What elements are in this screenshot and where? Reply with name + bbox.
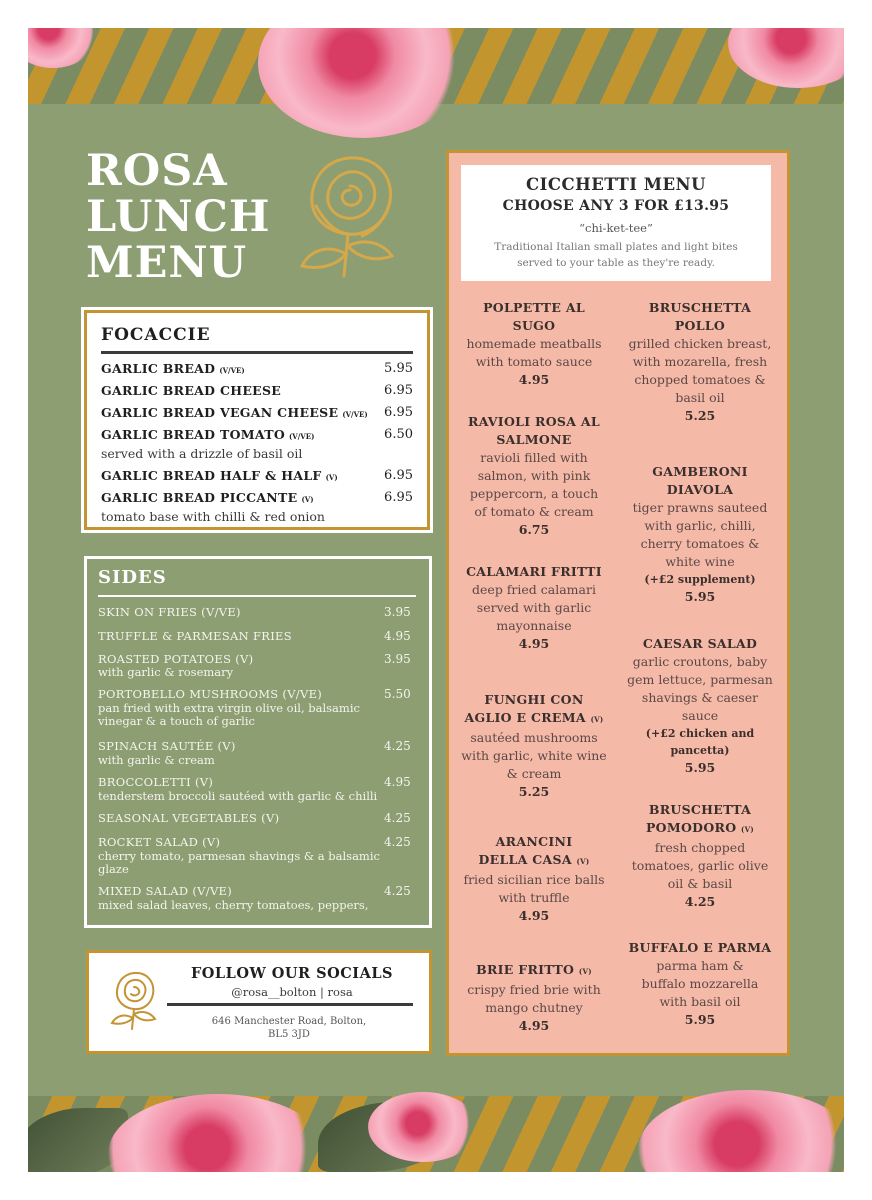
dish-description: sautéed mushrooms bbox=[470, 730, 598, 745]
rose-logo-icon bbox=[296, 146, 402, 286]
item-price: 6.50 bbox=[384, 427, 413, 442]
side-item-price: 4.25 bbox=[384, 811, 411, 825]
dish-price: 4.95 bbox=[518, 1018, 550, 1033]
sides-section bbox=[84, 556, 432, 928]
dish-description: buffalo mozzarella bbox=[641, 976, 759, 991]
side-item-name: SKIN ON FRIES (V/VE) bbox=[98, 605, 241, 619]
dish-price: 5.25 bbox=[518, 784, 550, 799]
dietary-tag: (V) bbox=[578, 967, 592, 976]
item-price: 5.95 bbox=[384, 361, 413, 376]
dish-description: gem lettuce, parmesan bbox=[627, 672, 773, 687]
cicchetti-item bbox=[457, 299, 611, 389]
cicchetti-item bbox=[457, 413, 611, 539]
dish-description: mayonnaise bbox=[496, 618, 572, 633]
dietary-tag: (V) bbox=[576, 857, 590, 866]
item-description: tomato base with chilli & red onion bbox=[101, 509, 325, 524]
dish-price: 4.25 bbox=[684, 894, 716, 909]
item-price: 6.95 bbox=[384, 383, 413, 398]
pronunciation: “chi-ket-tee” bbox=[579, 221, 653, 235]
focaccie-section bbox=[84, 310, 430, 530]
side-item-name: MIXED SALAD (V/VE) bbox=[98, 884, 233, 898]
side-item-price: 4.25 bbox=[384, 739, 411, 753]
dish-name: BRUSCHETTA bbox=[648, 300, 752, 315]
menu-item bbox=[101, 490, 413, 505]
item-name: GARLIC BREAD CHEESE bbox=[101, 383, 282, 398]
dish-name: DIAVOLA bbox=[666, 482, 734, 497]
dish-description: deep fried calamari bbox=[472, 582, 596, 597]
cicchetti-intro: Traditional Italian small plates and light bites served to your table as they're ready. bbox=[494, 241, 738, 269]
dish-name: FUNGHI CON bbox=[484, 692, 584, 707]
item-name: GARLIC BREAD TOMATO bbox=[101, 427, 286, 442]
section-heading: FOCACCIE bbox=[101, 325, 211, 345]
dish-description: peppercorn, a touch bbox=[469, 486, 599, 501]
cicchetti-item bbox=[623, 299, 777, 425]
dish-description: sauce bbox=[681, 708, 719, 723]
cicchetti-title: CICCHETTI MENU bbox=[525, 175, 707, 194]
dish-description: cherry tomatoes & bbox=[640, 536, 760, 551]
dish-description: with truffle bbox=[498, 890, 570, 905]
dish-name: CALAMARI FRITTI bbox=[466, 564, 602, 579]
menu-item bbox=[101, 427, 413, 442]
cicchetti-item bbox=[457, 833, 611, 925]
side-item-name: ROASTED POTATOES (V) bbox=[98, 652, 254, 666]
dish-description: with basil oil bbox=[659, 994, 741, 1009]
menu-title: ROSA LUNCH MENU bbox=[86, 146, 271, 288]
dish-name: SALMONE bbox=[496, 432, 572, 447]
dish-description: ravioli filled with bbox=[480, 450, 588, 465]
dish-description: tiger prawns sauteed bbox=[632, 500, 768, 515]
menu-page bbox=[28, 28, 844, 1172]
side-item-price: 4.95 bbox=[384, 629, 411, 643]
cicchetti-item bbox=[623, 939, 777, 1029]
dish-description: mango chutney bbox=[485, 1000, 583, 1015]
item-price: 6.95 bbox=[384, 405, 413, 420]
address: 646 Manchester Road, Bolton, BL5 3JD bbox=[211, 1016, 367, 1040]
dish-supplement: (+£2 chicken and bbox=[645, 727, 755, 740]
dish-description: homemade meatballs bbox=[466, 336, 602, 351]
dish-description: fresh chopped bbox=[654, 840, 746, 855]
dish-name: GAMBERONI bbox=[652, 464, 748, 479]
dish-description: with garlic, white wine bbox=[461, 748, 607, 763]
dish-description: tomatoes, garlic olive bbox=[631, 858, 769, 873]
divider bbox=[101, 351, 413, 354]
dish-name: CAESAR SALAD bbox=[642, 636, 758, 651]
dish-description: served with garlic bbox=[476, 600, 592, 615]
dish-description: & cream bbox=[506, 766, 562, 781]
dish-price: 6.75 bbox=[518, 522, 550, 537]
dish-price: 4.95 bbox=[518, 908, 550, 923]
dish-price: 5.95 bbox=[684, 760, 716, 775]
social-handle: @rosa__bolton | rosa bbox=[231, 985, 353, 999]
dietary-tag: (V) bbox=[325, 473, 338, 482]
dish-supplement: (+£2 supplement) bbox=[644, 573, 756, 586]
section-heading: SIDES bbox=[98, 567, 167, 588]
rose-decoration-icon bbox=[368, 1092, 478, 1162]
item-description: served with a drizzle of basil oil bbox=[101, 446, 303, 461]
cicchetti-item bbox=[457, 961, 611, 1035]
side-item-description: mixed salad leaves, cherry tomatoes, peppers, bbox=[98, 898, 369, 912]
side-item-name: TRUFFLE & PARMESAN FRIES bbox=[98, 629, 292, 643]
socials-heading: FOLLOW OUR SOCIALS bbox=[191, 965, 393, 982]
dish-price: 5.95 bbox=[684, 589, 716, 604]
dish-price: 4.95 bbox=[518, 372, 550, 387]
item-name: GARLIC BREAD VEGAN CHEESE bbox=[101, 405, 339, 420]
dish-description: grilled chicken breast, bbox=[628, 336, 772, 351]
dish-description: with garlic, chilli, bbox=[644, 518, 756, 533]
side-item-name: SPINACH SAUTÉE (V) bbox=[98, 739, 236, 753]
side-item-price: 3.95 bbox=[384, 605, 411, 619]
cicchetti-item bbox=[457, 563, 611, 653]
dish-name: BUFFALO E PARMA bbox=[628, 940, 772, 955]
cicchetti-offer: CHOOSE ANY 3 FOR £13.95 bbox=[502, 198, 730, 214]
dietary-tag: (V/VE) bbox=[219, 366, 245, 375]
dish-description: oil & basil bbox=[667, 876, 733, 891]
dish-name: AGLIO E CREMA (V) bbox=[464, 710, 604, 725]
side-item-price: 4.95 bbox=[384, 775, 411, 789]
dietary-tag: (V/VE) bbox=[342, 410, 368, 419]
dish-name: POLLO bbox=[674, 318, 726, 333]
item-name: GARLIC BREAD HALF & HALF bbox=[101, 468, 322, 483]
cicchetti-item bbox=[623, 463, 777, 606]
dietary-tag: (V/VE) bbox=[289, 432, 315, 441]
item-price: 6.95 bbox=[384, 490, 413, 505]
menu-item bbox=[101, 383, 413, 398]
dietary-tag: (V) bbox=[741, 825, 755, 834]
cicchetti-header bbox=[461, 165, 771, 281]
dish-description: with mozarella, fresh bbox=[632, 354, 768, 369]
dish-description: garlic croutons, baby bbox=[632, 654, 768, 669]
side-item-name: SEASONAL VEGETABLES (V) bbox=[98, 811, 280, 825]
side-item-price: 4.25 bbox=[384, 835, 411, 849]
dish-name: BRUSCHETTA bbox=[648, 802, 752, 817]
dish-price: 5.95 bbox=[684, 1012, 716, 1027]
dietary-tag: (V) bbox=[301, 495, 314, 504]
dish-name: BRIE FRITTO (V) bbox=[476, 962, 592, 977]
menu-item bbox=[101, 468, 413, 483]
dish-price: 5.25 bbox=[684, 408, 716, 423]
cicchetti-item bbox=[623, 801, 777, 911]
dish-description: white wine bbox=[665, 554, 735, 569]
divider bbox=[167, 1003, 413, 1006]
side-item-description: with garlic & rosemary bbox=[98, 665, 234, 679]
dish-name: POLPETTE AL bbox=[483, 300, 585, 315]
cicchetti-section bbox=[446, 150, 790, 1056]
dish-description: chopped tomatoes & bbox=[634, 372, 766, 387]
dish-description: with tomato sauce bbox=[475, 354, 593, 369]
dietary-tag: (V) bbox=[590, 715, 604, 724]
dish-name: DELLA CASA (V) bbox=[478, 852, 590, 867]
dish-description: salmon, with pink bbox=[477, 468, 591, 483]
side-item-price: 3.95 bbox=[384, 652, 411, 666]
dish-name: SUGO bbox=[512, 318, 556, 333]
dish-description: shavings & caeser bbox=[641, 690, 759, 705]
side-item-name: ROCKET SALAD (V) bbox=[98, 835, 221, 849]
dish-supplement: pancetta) bbox=[670, 744, 730, 757]
side-item-name: BROCCOLETTI (V) bbox=[98, 775, 214, 789]
rose-decoration-icon bbox=[258, 28, 468, 138]
side-item-description: with garlic & cream bbox=[98, 753, 215, 767]
dish-description: of tomato & cream bbox=[474, 504, 594, 519]
dish-description: fried sicilian rice balls bbox=[463, 872, 605, 887]
rose-small-logo-icon bbox=[109, 967, 159, 1033]
socials-section bbox=[86, 950, 432, 1054]
dish-price: 4.95 bbox=[518, 636, 550, 651]
cicchetti-item bbox=[457, 691, 611, 801]
side-item-description: tenderstem broccoli sautéed with garlic & chilli bbox=[98, 789, 378, 803]
dish-description: basil oil bbox=[675, 390, 725, 405]
side-item-description: pan fried with extra virgin olive oil, balsamic vinegar & a touch of garlic bbox=[98, 701, 360, 728]
divider bbox=[98, 595, 416, 597]
side-item-price: 4.25 bbox=[384, 884, 411, 898]
dish-description: crispy fried brie with bbox=[467, 982, 601, 997]
cicchetti-item bbox=[623, 635, 777, 777]
dish-description: parma ham & bbox=[656, 958, 744, 973]
item-name: GARLIC BREAD bbox=[101, 361, 216, 376]
dish-name: ARANCINI bbox=[495, 834, 573, 849]
menu-item bbox=[101, 361, 413, 376]
dish-name: POMODORO (V) bbox=[645, 820, 755, 835]
menu-item bbox=[101, 405, 413, 420]
side-item-description: cherry tomato, parmesan shavings & a balsamic glaze bbox=[98, 849, 380, 876]
item-name: GARLIC BREAD PICCANTE bbox=[101, 490, 298, 505]
side-item-name: PORTOBELLO MUSHROOMS (V/VE) bbox=[98, 687, 323, 701]
side-item-price: 5.50 bbox=[384, 687, 411, 701]
dish-name: RAVIOLI ROSA AL bbox=[468, 414, 600, 429]
item-price: 6.95 bbox=[384, 468, 413, 483]
